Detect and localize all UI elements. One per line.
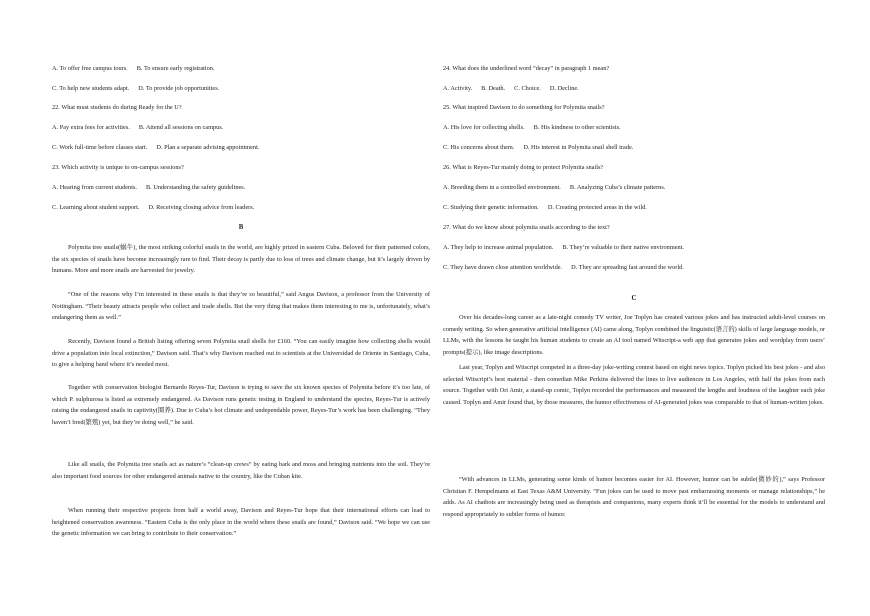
q23-stem: 23. Which activity is unique to on-campus sessions? (52, 164, 184, 171)
passage-b-paragraph-5: Like all snails, the Polymita tree snails act as nature’s “clean-up crews” by eating bark and moss and bringing nutrients into the soil. They’re also important food sources for other endangered animals native to the country, like the Cuban kite. (52, 461, 430, 480)
q23-options-row1 (52, 185, 245, 191)
passage-c-paragraph-2: Last year, Toplyn and Witscript competed in a three-day joke-writing contest based on eight news topics. Toplyn picked his best jokes - and also selected Witscript’s best material - then comedian Mike Perkins delivered the lines to live audiences in Los Angeles, with half the jokes from each source. Together with Ori Amir, a stand-up comic, Toplyn recorded the performances and measured the lengths and loudness of the laughter each joke caused. Toplyn and Amir found that, by those measures, the humor effectiveness of AI-generated jokes was comparable to that of human-written jokes. (443, 364, 825, 407)
q21-options-row2 (52, 86, 219, 92)
q22-option-d: D. Plan a separate advising appointment. (156, 144, 260, 151)
passage-c-paragraph-1: Over his decades-long career as a late-night comedy TV writer, Joe Toplyn has created various jokes and has instructed adult-level courses on comedy writing. So when generative artificial intelligence (AI) came along, Toplyn combined the linguistic(语言的) skills of large language models, or LLMs, with the lessons he taught his human students to create an AI tool named Witscript-a web app that generates jokes and wordplay from users’ prompts(提示), like image descriptions. (443, 314, 825, 357)
q25-option-c: C. His concerns about them. (443, 144, 515, 151)
q23-option-a: A. Hearing from current students. (52, 184, 137, 191)
q24-options (443, 86, 579, 92)
q22-options-row2 (52, 145, 259, 151)
passage-c-paragraph-3: “With advances in LLMs, generating some kinds of humor becomes easier for AI. However, humor can be subtle(微妙的),” says Professor Christian F. Hempelmann at East Texas A&M University. “Fun jokes can be used to move past embarrassing moments or manage relationships,” he adds. As AI chatbots are increasingly being used as therapists and companions, many experts think it’ll be essential for the models to understand and respond appropriately to subtler forms of humor. (443, 476, 825, 519)
q24-option-b: B. Death. (481, 85, 506, 92)
q21-option-a: A. To offer free campus tours. (52, 65, 128, 72)
q27-option-a: A. They help to increase animal population. (443, 244, 554, 251)
q26-option-c: C. Studying their genetic information. (443, 204, 539, 211)
q24-option-d: D. Decline. (549, 85, 579, 92)
q24-stem: 24. What does the underlined word “decay” in paragraph 1 mean? (443, 65, 610, 72)
q23-option-d: D. Receiving closing advice from leaders. (148, 204, 255, 211)
q27-option-d: D. They are spreading fast around the world. (571, 264, 684, 271)
q25-options-row1 (443, 125, 621, 131)
q23-option-b: B. Understanding the safety guidelines. (145, 184, 246, 191)
q26-option-d: D. Creating protected areas in the wild. (547, 204, 647, 211)
q27-stem: 27. What do we know about polymita snails according to the text? (443, 224, 610, 231)
passage-b-paragraph-6: When running their respective projects from half a world away, Davison and Reyes-Tur hope that their international efforts can lead to heightened conservation awareness. “Eastern Cuba is the only place in the world where these snails are found,” Davison said. “We hope we can use the genetic information we can bring to contribute to their conservation.” (52, 507, 430, 538)
q21-options-row1 (52, 66, 215, 72)
q21-option-b: B. To ensure early registration. (136, 65, 215, 72)
q27-options-row2 (443, 265, 684, 271)
q22-option-b: B. Attend all sessions on campus. (138, 124, 224, 131)
passage-b-paragraph-3: Recently, Davison found a British listing offering seven Polymita snail shells for £160. “You can easily imagine how collecting shells would drive a population into local extinction,” Davison said. That’s why Davison reached out to scientists at the Universidad de Oriente in Santiago, Cuba, to give a helping hand where it’s needed most. (52, 338, 430, 369)
q22-stem: 22. What must students do during Ready for the U? (52, 104, 182, 111)
q21-option-c: C. To help new students adapt. (52, 85, 130, 92)
passage-b-paragraph-4: Together with conservation biologist Bernardo Reyes-Tur, Davison is trying to save the six known species of Polymita before it’s too late, of which P. sulphurosa is listed as extremely endangered. As Davison runs genetic testing in England to understand the species, Reyes-Tur is actively raising the endangered snails in captivity(圈养). Due to Cuba’s hot climate and undependable power, Reyes-Tur’s work has been challenging. “They haven’t bred(繁殖) yet, but they’re doing well,” he said. (52, 384, 430, 427)
q27-option-c: C. They have drawn close attention worldwide. (443, 264, 563, 271)
q21-option-d: D. To provide job opportunities. (138, 85, 220, 92)
q25-stem: 25. What inspired Davison to do something for Polymita snails? (443, 104, 605, 111)
q26-option-b: B. Analyzing Cuba’s climate patterns. (569, 184, 666, 191)
section-b-heading: B (238, 224, 244, 231)
passage-b-paragraph-2: “One of the reasons why I’m interested in these snails is that they’re so beautiful,” said Angus Davison, a professor from the University of Nottingham. “Their beauty attracts people who collect and trade shells. But the very thing that makes them interesting to me is, unfortunately, what’s endangering them as well.” (52, 291, 430, 322)
q25-option-b: B. His kindness to other scientists. (533, 124, 621, 131)
section-c-heading: C (631, 295, 637, 302)
q26-stem: 26. What is Reyes-Tur mainly doing to protect Polymita snails? (443, 164, 604, 171)
q25-options-row2 (443, 145, 633, 151)
q26-options-row2 (443, 205, 647, 211)
q25-option-d: D. His interest in Polymita snail shell trade. (523, 144, 634, 151)
q25-option-a: A. His love for collecting shells. (443, 124, 525, 131)
q22-option-a: A. Pay extra fees for activities. (52, 124, 130, 131)
q23-options-row2 (52, 205, 254, 211)
q26-options-row1 (443, 185, 665, 191)
q23-option-c: C. Learning about student support. (52, 204, 140, 211)
q22-options-row1 (52, 125, 223, 131)
passage-b-paragraph-1: Polymita tree snails(蜗牛), the most striking colorful snails in the world, are highly prized in eastern Cuba. Beloved for their patterned colors, the six species of snails have become increasingly rare to find. Their decay is partly due to loss of trees and climate change, but it’s largely driven by humans. More and more snails are harvested for jewelry. (52, 244, 430, 275)
q27-option-b: B. They’re valuable to their native environment. (562, 244, 684, 251)
q26-option-a: A. Breeding them in a controlled environment. (443, 184, 561, 191)
q27-options-row1 (443, 245, 684, 251)
q22-option-c: C. Work full-time before classes start. (52, 144, 148, 151)
q24-option-a: A. Activity. (443, 85, 473, 92)
q24-option-c: C. Choice. (514, 85, 541, 92)
